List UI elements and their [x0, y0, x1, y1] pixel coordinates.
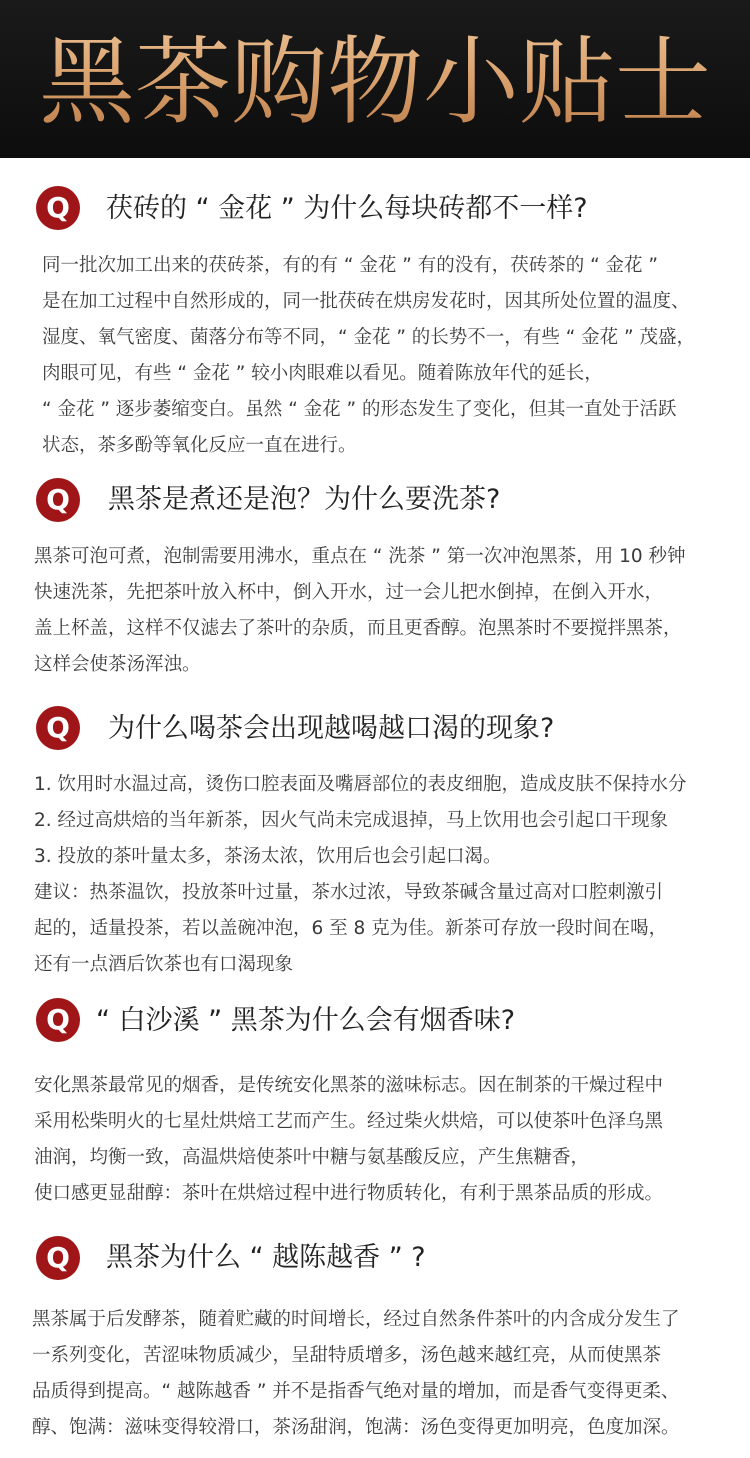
answer-text	[42, 248, 695, 464]
answer-line: 还有一点酒后饮茶也有口渴现象	[34, 954, 294, 975]
answer-line: 是在加工过程中自然形成的，同一批茯砖在烘房发花时，因其所处位置的温度、	[42, 291, 690, 312]
q-badge-icon: Q	[36, 186, 80, 230]
answer-line: 采用松柴明火的七星灶烘焙工艺而产生。经过柴火烘焙，可以使茶叶色泽乌黑	[34, 1111, 664, 1132]
q-badge-icon: Q	[36, 706, 80, 750]
answer-text	[34, 539, 686, 683]
question-title: 为什么喝茶会出现越喝越口渴的现象?	[108, 713, 555, 744]
header-banner	[0, 0, 750, 158]
answer-line: 油润，均衡一致，高温烘焙使茶叶中糖与氨基酸反应，产生焦糖香，	[34, 1147, 590, 1168]
answer-line: 快速洗茶，先把茶叶放入杯中，倒入开水，过一会儿把水倒掉，在倒入开水，	[34, 582, 664, 603]
answer-line: 状态，茶多酚等氧化反应一直在进行。	[42, 435, 357, 456]
answer-line: 同一批次加工出来的茯砖茶，有的有 “ 金花 ” 有的没有，茯砖茶的 “ 金花 ”	[42, 255, 659, 276]
answer-line: 醇、饱满：滋味变得较滑口，茶汤甜润，饱满：汤色变得更加明亮，色度加深。	[32, 1417, 680, 1438]
answer-line: “ 金花 ” 逐步萎缩变白。虽然 “ 金花 ” 的形态发生了变化，但其一直处于活跃	[42, 399, 677, 420]
answer-line: 湿度、氧气密度、菌落分布等不同，“ 金花 ” 的长势不一，有些 “ 金花 ” 茂盛，	[42, 327, 696, 348]
answer-line: 起的，适量投茶，若以盖碗冲泡，6 至 8 克为佳。新茶可存放一段时间在喝，	[34, 918, 668, 939]
answer-line: 肉眼可见，有些 “ 金花 ” 较小肉眼难以看见。随着陈放年代的延长，	[42, 363, 603, 384]
answer-line: 黑茶属于后发酵茶，随着贮藏的时间增长，经过自然条件茶叶的内含成分发生了	[32, 1309, 680, 1330]
question-title: 茯砖的 “ 金花 ” 为什么每块砖都不一样?	[106, 193, 588, 224]
answer-line: 品质得到提高。“ 越陈越香 ” 并不是指香气绝对量的增加，而是香气变得更柔、	[32, 1381, 680, 1402]
question-title: 黑茶是煮还是泡？为什么要洗茶?	[108, 484, 501, 515]
answer-line: 黑茶可泡可煮，泡制需要用沸水，重点在 “ 洗茶 ” 第一次冲泡黑茶，用 10 秒钟	[34, 546, 686, 567]
question-title: 黑茶为什么 “ 越陈越香 ” ?	[106, 1242, 426, 1273]
page-title: 黑茶购物小贴士	[39, 6, 711, 143]
answer-line: 安化黑茶最常见的烟香，是传统安化黑茶的滋味标志。因在制茶的干燥过程中	[34, 1075, 664, 1096]
answer-line: 这样会使茶汤浑浊。	[34, 654, 201, 675]
question-title: “ 白沙溪 ” 黑茶为什么会有烟香味?	[96, 1005, 516, 1036]
answer-line: 建议：热茶温饮，投放茶叶过量，茶水过浓，导致茶碱含量过高对口腔刺激引	[34, 882, 664, 903]
answer-line: 2. 经过高烘焙的当年新茶，因火气尚未完成退掉，马上饮用也会引起口干现象	[34, 810, 669, 831]
answer-text	[32, 1302, 680, 1446]
answer-line: 3. 投放的茶叶量太多，茶汤太浓，饮用后也会引起口渴。	[34, 846, 502, 867]
q-badge-icon: Q	[36, 478, 80, 522]
answer-line: 盖上杯盖，这样不仅滤去了茶叶的杂质，而且更香醇。泡黑茶时不要搅拌黑茶，	[34, 618, 682, 639]
answer-line: 使口感更显甜醇：茶叶在烘焙过程中进行物质转化，有利于黑茶品质的形成。	[34, 1183, 664, 1204]
q-badge-icon: Q	[36, 998, 80, 1042]
answer-line: 一系列变化，苦涩味物质减少，呈甜特质增多，汤色越来越红亮，从而使黑茶	[32, 1345, 662, 1366]
answer-text	[34, 767, 687, 983]
answer-text	[34, 1068, 663, 1212]
answer-line: 1. 饮用时水温过高，烫伤口腔表面及嘴唇部位的表皮细胞，造成皮肤不保持水分	[34, 774, 687, 795]
q-badge-icon: Q	[36, 1236, 80, 1280]
